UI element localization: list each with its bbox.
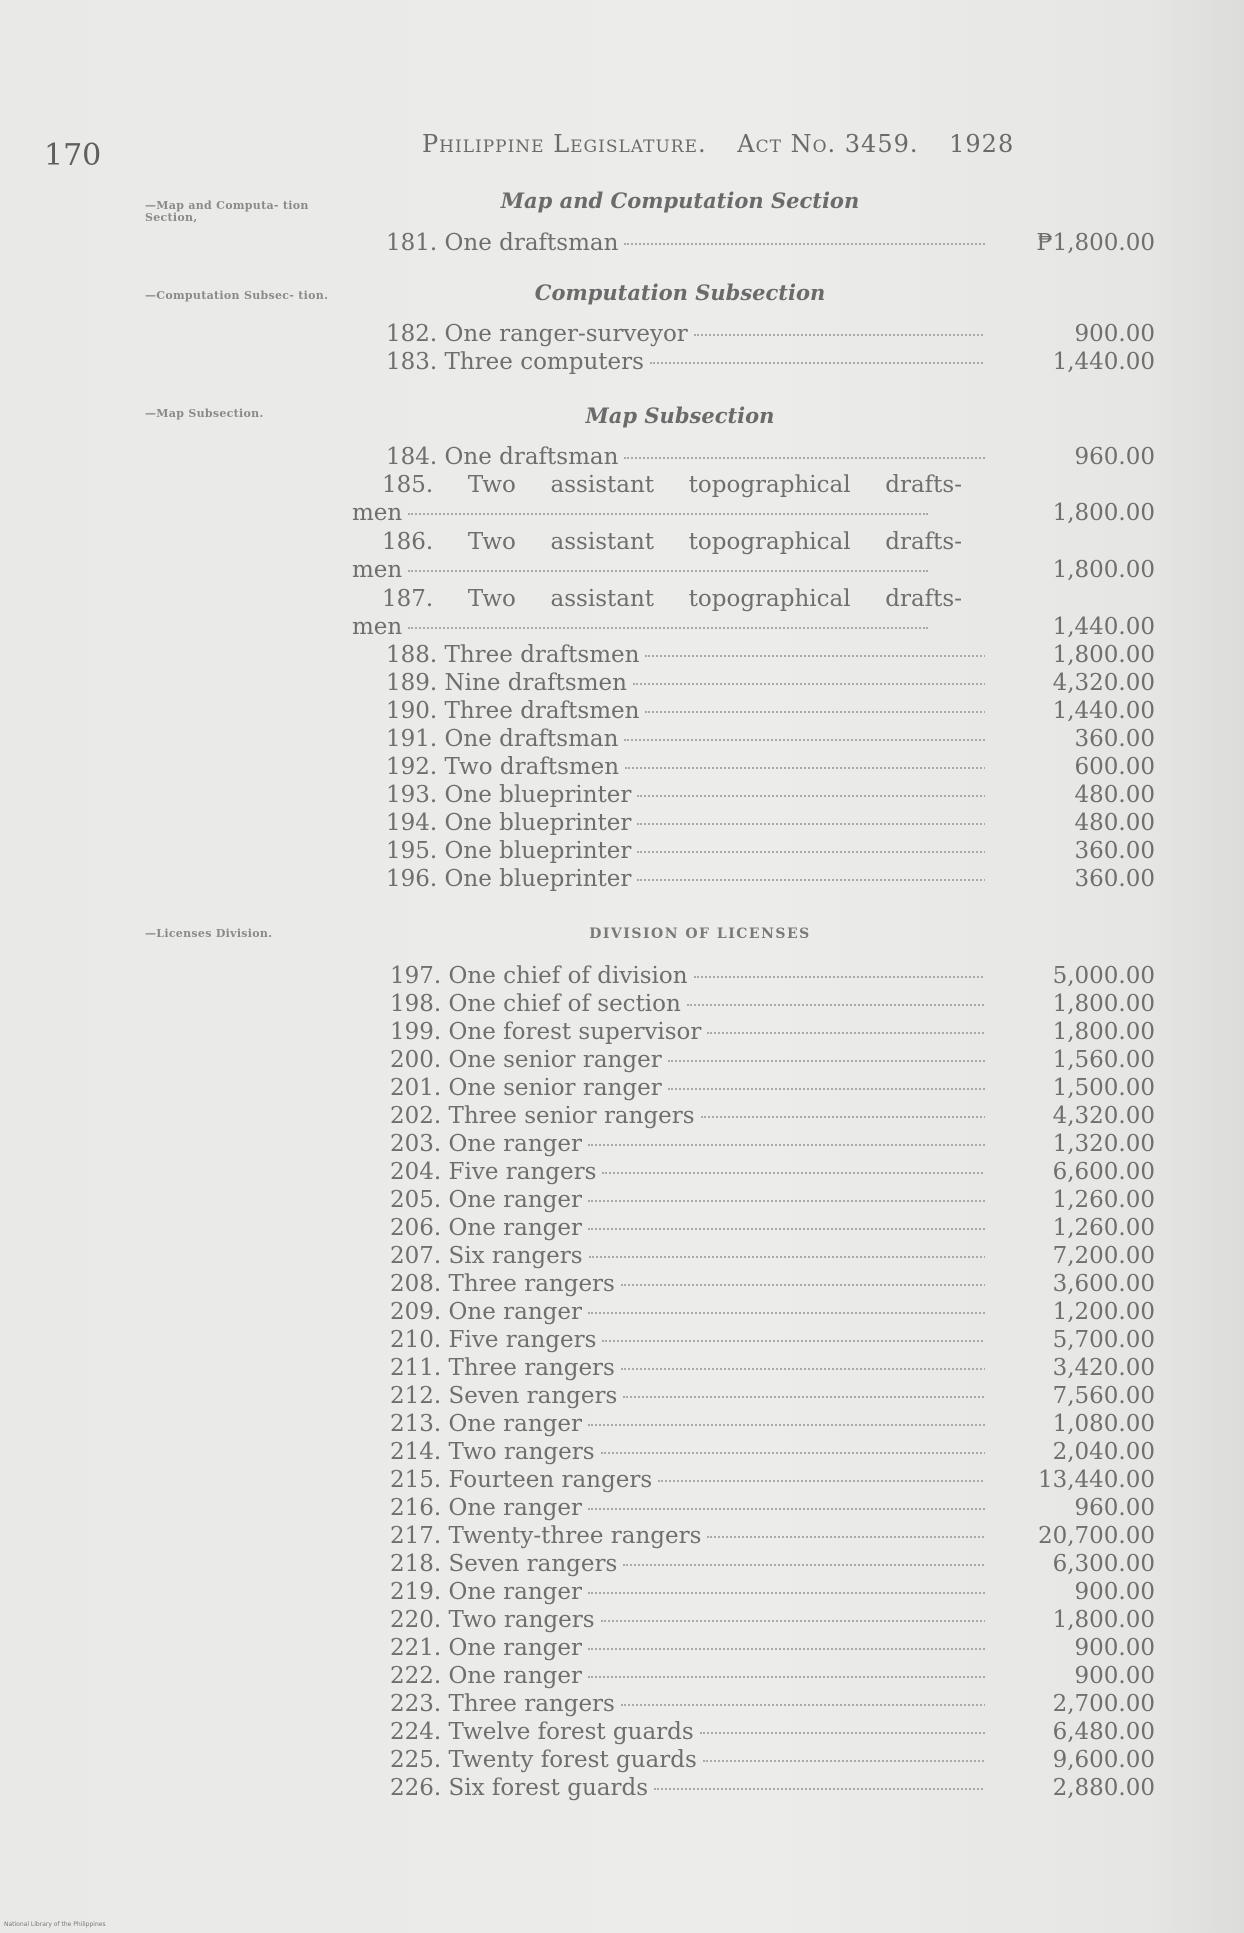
entry-label-text: 201. One senior ranger — [390, 1075, 662, 1101]
entry-label-text: 205. One ranger — [390, 1187, 582, 1213]
entry-amount: 1,260.00 — [1052, 1215, 1155, 1241]
entry-amount: 3,600.00 — [1052, 1271, 1155, 1297]
leader-dots — [658, 1480, 985, 1482]
entry-amount: 480.00 — [1074, 810, 1155, 836]
entry-row — [390, 1018, 1155, 1047]
entry-row — [390, 1074, 1155, 1103]
leader-dots — [645, 655, 985, 657]
entry-row — [390, 1438, 1155, 1467]
entry-label — [386, 697, 985, 726]
entry-row — [390, 1298, 1155, 1327]
entry-amount: 9,600.00 — [1052, 1747, 1155, 1773]
entry-label-text: men — [352, 557, 403, 583]
entry-label-text: 226. Six forest guards — [390, 1775, 649, 1801]
entry-label — [390, 1662, 985, 1691]
leader-dots — [602, 1340, 985, 1342]
entry-label — [386, 753, 985, 782]
leader-dots — [602, 1172, 985, 1174]
entry-amount: 900.00 — [1074, 321, 1155, 347]
leader-dots — [687, 1004, 985, 1006]
running-head-act: Act No. 3459. — [737, 130, 919, 158]
entry-label-text: 213. One ranger — [390, 1411, 582, 1437]
entry-label — [390, 1242, 985, 1271]
entry-186-first-line: 186. Two assistant topographical drafts- — [382, 529, 962, 555]
entry-label-text: 222. One ranger — [390, 1663, 582, 1689]
margin-note-licenses-division: —Licenses Division. — [145, 927, 273, 940]
section-heading-computation-subsection: Computation Subsection — [534, 280, 826, 305]
entry-label-text: 188. Three draftsmen — [386, 642, 640, 668]
entry-row — [390, 1046, 1155, 1075]
entry-amount: 1,800.00 — [1052, 1607, 1155, 1633]
entry-row — [390, 1746, 1155, 1775]
leader-dots — [589, 1256, 985, 1258]
entry-row — [390, 1242, 1155, 1271]
leader-dots — [408, 627, 928, 629]
entry-amount: 900.00 — [1074, 1635, 1155, 1661]
entry-label-text: 206. One ranger — [390, 1215, 582, 1241]
entry-row — [390, 990, 1155, 1019]
entry-label — [386, 725, 985, 754]
entry-row — [390, 1270, 1155, 1299]
leader-dots — [650, 362, 985, 364]
leader-dots — [588, 1228, 985, 1230]
entry-amount: 20,700.00 — [1037, 1523, 1155, 1549]
entry-row — [386, 443, 1155, 472]
entry-label — [390, 1270, 985, 1299]
entry-label-text: 189. Nine draftsmen — [386, 670, 627, 696]
leader-dots — [624, 739, 985, 741]
entry-label-text: 203. One ranger — [390, 1131, 582, 1157]
entry-label-text: 193. One blueprinter — [386, 782, 632, 808]
entry-row — [386, 320, 1155, 349]
leader-dots — [645, 711, 985, 713]
entry-label — [390, 1522, 985, 1551]
leader-dots — [624, 457, 985, 459]
entry-row — [390, 1382, 1155, 1411]
entry-label — [390, 990, 985, 1019]
leader-dots — [694, 334, 985, 336]
entry-row — [386, 781, 1155, 810]
entry-amount: 360.00 — [1074, 726, 1155, 752]
leader-dots — [621, 1284, 985, 1286]
entry-row — [390, 1130, 1155, 1159]
entry-label — [386, 865, 985, 894]
running-head — [422, 130, 1036, 158]
leader-dots — [588, 1592, 985, 1594]
entry-amount: 5,000.00 — [1052, 963, 1155, 989]
leader-dots — [633, 683, 985, 685]
entry-amount: 13,440.00 — [1037, 1467, 1155, 1493]
leader-dots — [654, 1788, 985, 1790]
entry-label-text: 225. Twenty forest guards — [390, 1747, 697, 1773]
entry-label — [390, 1102, 985, 1131]
entry-amount: 6,300.00 — [1052, 1551, 1155, 1577]
entry-label-text: 194. One blueprinter — [386, 810, 632, 836]
entry-label-text: 216. One ranger — [390, 1495, 582, 1521]
entry-amount: 1,800.00 — [1052, 1019, 1155, 1045]
entry-label-text: 191. One draftsman — [386, 726, 619, 752]
entry-amount: ₱1,800.00 — [1036, 230, 1155, 256]
entry-label-text: 202. Three senior rangers — [390, 1103, 695, 1129]
entry-row — [386, 697, 1155, 726]
leader-dots — [588, 1676, 985, 1678]
entry-label — [386, 809, 985, 838]
entry-row — [386, 837, 1155, 866]
entry-label-text: 200. One senior ranger — [390, 1047, 662, 1073]
leader-dots — [588, 1424, 985, 1426]
entry-label — [390, 1494, 985, 1523]
entry-label-text: 190. Three draftsmen — [386, 698, 640, 724]
entry-amount: 960.00 — [1074, 1495, 1155, 1521]
entry-label — [390, 1326, 985, 1355]
entry-row — [390, 1662, 1155, 1691]
entry-label-text: men — [352, 500, 403, 526]
entry-row — [390, 1326, 1155, 1355]
entry-label-text: 207. Six rangers — [390, 1243, 583, 1269]
entry-label-text: 196. One blueprinter — [386, 866, 632, 892]
entry-row — [352, 613, 1155, 642]
leader-dots — [408, 570, 928, 572]
leader-dots — [588, 1144, 985, 1146]
entry-label-text: 181. One draftsman — [386, 230, 619, 256]
entry-label — [390, 1634, 985, 1663]
entry-amount: 360.00 — [1074, 866, 1155, 892]
entry-label-text: 220. Two rangers — [390, 1607, 595, 1633]
entry-row — [390, 1214, 1155, 1243]
entry-label — [390, 1606, 985, 1635]
entry-row — [390, 1354, 1155, 1383]
entry-amount: 1,440.00 — [1052, 614, 1155, 640]
leader-dots — [588, 1200, 985, 1202]
entry-amount: 600.00 — [1074, 754, 1155, 780]
entry-row — [390, 1578, 1155, 1607]
entry-label-text: 204. Five rangers — [390, 1159, 597, 1185]
entry-label — [390, 1410, 985, 1439]
entry-amount: 7,560.00 — [1052, 1383, 1155, 1409]
entry-row — [390, 1774, 1155, 1803]
entry-amount: 4,320.00 — [1052, 1103, 1155, 1129]
entry-label — [390, 1578, 985, 1607]
entry-label-text: 182. One ranger-surveyor — [386, 321, 688, 347]
entry-label-text: 184. One draftsman — [386, 444, 619, 470]
section-heading-division-of-licenses: DIVISION OF LICENSES — [589, 926, 811, 942]
entry-amount: 5,700.00 — [1052, 1327, 1155, 1353]
entry-label — [352, 613, 985, 642]
entry-label — [386, 348, 985, 377]
leader-dots — [623, 1396, 985, 1398]
entry-row — [386, 348, 1155, 377]
leader-dots — [637, 823, 985, 825]
entry-row — [390, 1550, 1155, 1579]
leader-dots — [408, 513, 928, 515]
leader-dots — [601, 1452, 985, 1454]
entry-amount: 2,040.00 — [1052, 1439, 1155, 1465]
entry-row — [390, 1718, 1155, 1747]
entry-amount: 1,320.00 — [1052, 1131, 1155, 1157]
entry-label — [386, 229, 985, 258]
entry-amount: 1,200.00 — [1052, 1299, 1155, 1325]
entry-label — [390, 1746, 985, 1775]
leader-dots — [701, 1116, 985, 1118]
leader-dots — [625, 767, 985, 769]
entry-label-text: 198. One chief of section — [390, 991, 681, 1017]
margin-note-map-computation: —Map and Computa- tion Section, — [145, 199, 309, 224]
entry-label-text: men — [352, 614, 403, 640]
leader-dots — [621, 1368, 985, 1370]
leader-dots — [623, 1564, 985, 1566]
entry-row — [386, 865, 1155, 894]
entry-row — [390, 1494, 1155, 1523]
entry-row — [390, 1158, 1155, 1187]
entry-label — [390, 1438, 985, 1467]
entry-label — [390, 1298, 985, 1327]
entry-label — [390, 1074, 985, 1103]
entry-label — [390, 1158, 985, 1187]
entry-amount: 1,800.00 — [1052, 991, 1155, 1017]
entry-amount: 6,480.00 — [1052, 1719, 1155, 1745]
entry-label — [390, 1046, 985, 1075]
entry-amount: 1,500.00 — [1052, 1075, 1155, 1101]
entry-label-text: 208. Three rangers — [390, 1271, 615, 1297]
entry-amount: 360.00 — [1074, 838, 1155, 864]
entry-amount: 1,440.00 — [1052, 349, 1155, 375]
entry-row — [386, 229, 1155, 258]
entry-label — [390, 1018, 985, 1047]
leader-dots — [588, 1312, 985, 1314]
entry-label-text: 197. One chief of division — [390, 963, 688, 989]
entry-amount: 1,260.00 — [1052, 1187, 1155, 1213]
entry-amount: 3,420.00 — [1052, 1355, 1155, 1381]
entry-label-text: 224. Twelve forest guards — [390, 1719, 694, 1745]
leader-dots — [621, 1704, 985, 1706]
footer-note: National Library of the Philippines — [4, 1921, 106, 1928]
entry-label — [390, 1186, 985, 1215]
entry-label-text: 192. Two draftsmen — [386, 754, 620, 780]
entry-row — [386, 669, 1155, 698]
entry-label — [390, 1354, 985, 1383]
entry-label — [386, 837, 985, 866]
entry-label-text: 223. Three rangers — [390, 1691, 615, 1717]
entry-label — [390, 1690, 985, 1719]
entry-row — [390, 962, 1155, 991]
leader-dots — [700, 1732, 985, 1734]
entry-label — [386, 781, 985, 810]
entry-label — [390, 1466, 985, 1495]
entry-row — [390, 1102, 1155, 1131]
leader-dots — [668, 1088, 985, 1090]
entry-label — [390, 1718, 985, 1747]
entry-amount: 7,200.00 — [1052, 1243, 1155, 1269]
entry-amount: 1,800.00 — [1052, 642, 1155, 668]
leader-dots — [624, 243, 985, 245]
entry-row — [352, 556, 1155, 585]
entry-amount: 6,600.00 — [1052, 1159, 1155, 1185]
margin-note-map-subsection: —Map Subsection. — [145, 407, 264, 420]
leader-dots — [703, 1760, 985, 1762]
entry-label-text: 215. Fourteen rangers — [390, 1467, 653, 1493]
entry-row — [390, 1606, 1155, 1635]
entry-label-text: 214. Two rangers — [390, 1439, 595, 1465]
entry-label-text: 210. Five rangers — [390, 1327, 597, 1353]
entry-label — [352, 499, 985, 528]
entry-label-text: 221. One ranger — [390, 1635, 582, 1661]
entry-label — [386, 669, 985, 698]
entry-label-text: 212. Seven rangers — [390, 1383, 618, 1409]
entry-amount: 900.00 — [1074, 1579, 1155, 1605]
entry-row — [390, 1690, 1155, 1719]
entry-amount: 900.00 — [1074, 1663, 1155, 1689]
entry-amount: 2,880.00 — [1052, 1775, 1155, 1801]
entry-amount: 1,800.00 — [1052, 500, 1155, 526]
entry-label-text: 218. Seven rangers — [390, 1551, 618, 1577]
entry-label-text: 211. Three rangers — [390, 1355, 615, 1381]
entry-row — [386, 725, 1155, 754]
entry-row — [390, 1466, 1155, 1495]
margin-note-computation-subsection: —Computation Subsec- tion. — [145, 289, 329, 302]
leader-dots — [601, 1620, 985, 1622]
entry-label-text: 217. Twenty-three rangers — [390, 1523, 702, 1549]
entry-amount: 480.00 — [1074, 782, 1155, 808]
entry-label — [390, 1130, 985, 1159]
entry-amount: 2,700.00 — [1052, 1691, 1155, 1717]
section-heading-map-computation: Map and Computation Section — [500, 188, 860, 213]
leader-dots — [637, 795, 985, 797]
entry-label — [390, 962, 985, 991]
entry-label-text: 219. One ranger — [390, 1579, 582, 1605]
leader-dots — [707, 1032, 985, 1034]
entry-label-text: 195. One blueprinter — [386, 838, 632, 864]
entry-label — [386, 641, 985, 670]
entry-amount: 1,800.00 — [1052, 557, 1155, 583]
entry-row — [352, 499, 1155, 528]
entry-row — [386, 809, 1155, 838]
entry-row — [386, 753, 1155, 782]
entry-label-text: 199. One forest supervisor — [390, 1019, 702, 1045]
entry-187-first-line: 187. Two assistant topographical drafts- — [382, 586, 962, 612]
page-number: 170 — [44, 138, 102, 173]
entry-label-text: 209. One ranger — [390, 1299, 582, 1325]
entry-row — [390, 1634, 1155, 1663]
leader-dots — [588, 1508, 985, 1510]
entry-label — [390, 1550, 985, 1579]
entry-row — [390, 1410, 1155, 1439]
entry-row — [390, 1522, 1155, 1551]
entry-amount: 1,440.00 — [1052, 698, 1155, 724]
entry-amount: 960.00 — [1074, 444, 1155, 470]
entry-label — [386, 320, 985, 349]
entry-amount: 1,080.00 — [1052, 1411, 1155, 1437]
entry-label-text: 183. Three computers — [386, 349, 644, 375]
entry-label — [390, 1214, 985, 1243]
entry-amount: 1,560.00 — [1052, 1047, 1155, 1073]
leader-dots — [694, 976, 985, 978]
entry-label — [390, 1774, 985, 1803]
leader-dots — [588, 1648, 985, 1650]
entry-amount: 4,320.00 — [1052, 670, 1155, 696]
entry-185-first-line: 185. Two assistant topographical drafts- — [382, 472, 962, 498]
leader-dots — [668, 1060, 985, 1062]
leader-dots — [637, 851, 985, 853]
entry-label — [390, 1382, 985, 1411]
running-head-year: 1928 — [949, 130, 1015, 158]
leader-dots — [707, 1536, 985, 1538]
section-heading-map-subsection: Map Subsection — [585, 403, 775, 428]
leader-dots — [637, 879, 985, 881]
entry-row — [390, 1186, 1155, 1215]
running-head-title: Philippine Legislature. — [422, 130, 707, 158]
entry-label — [386, 443, 985, 472]
entry-row — [386, 641, 1155, 670]
entry-label — [352, 556, 985, 585]
